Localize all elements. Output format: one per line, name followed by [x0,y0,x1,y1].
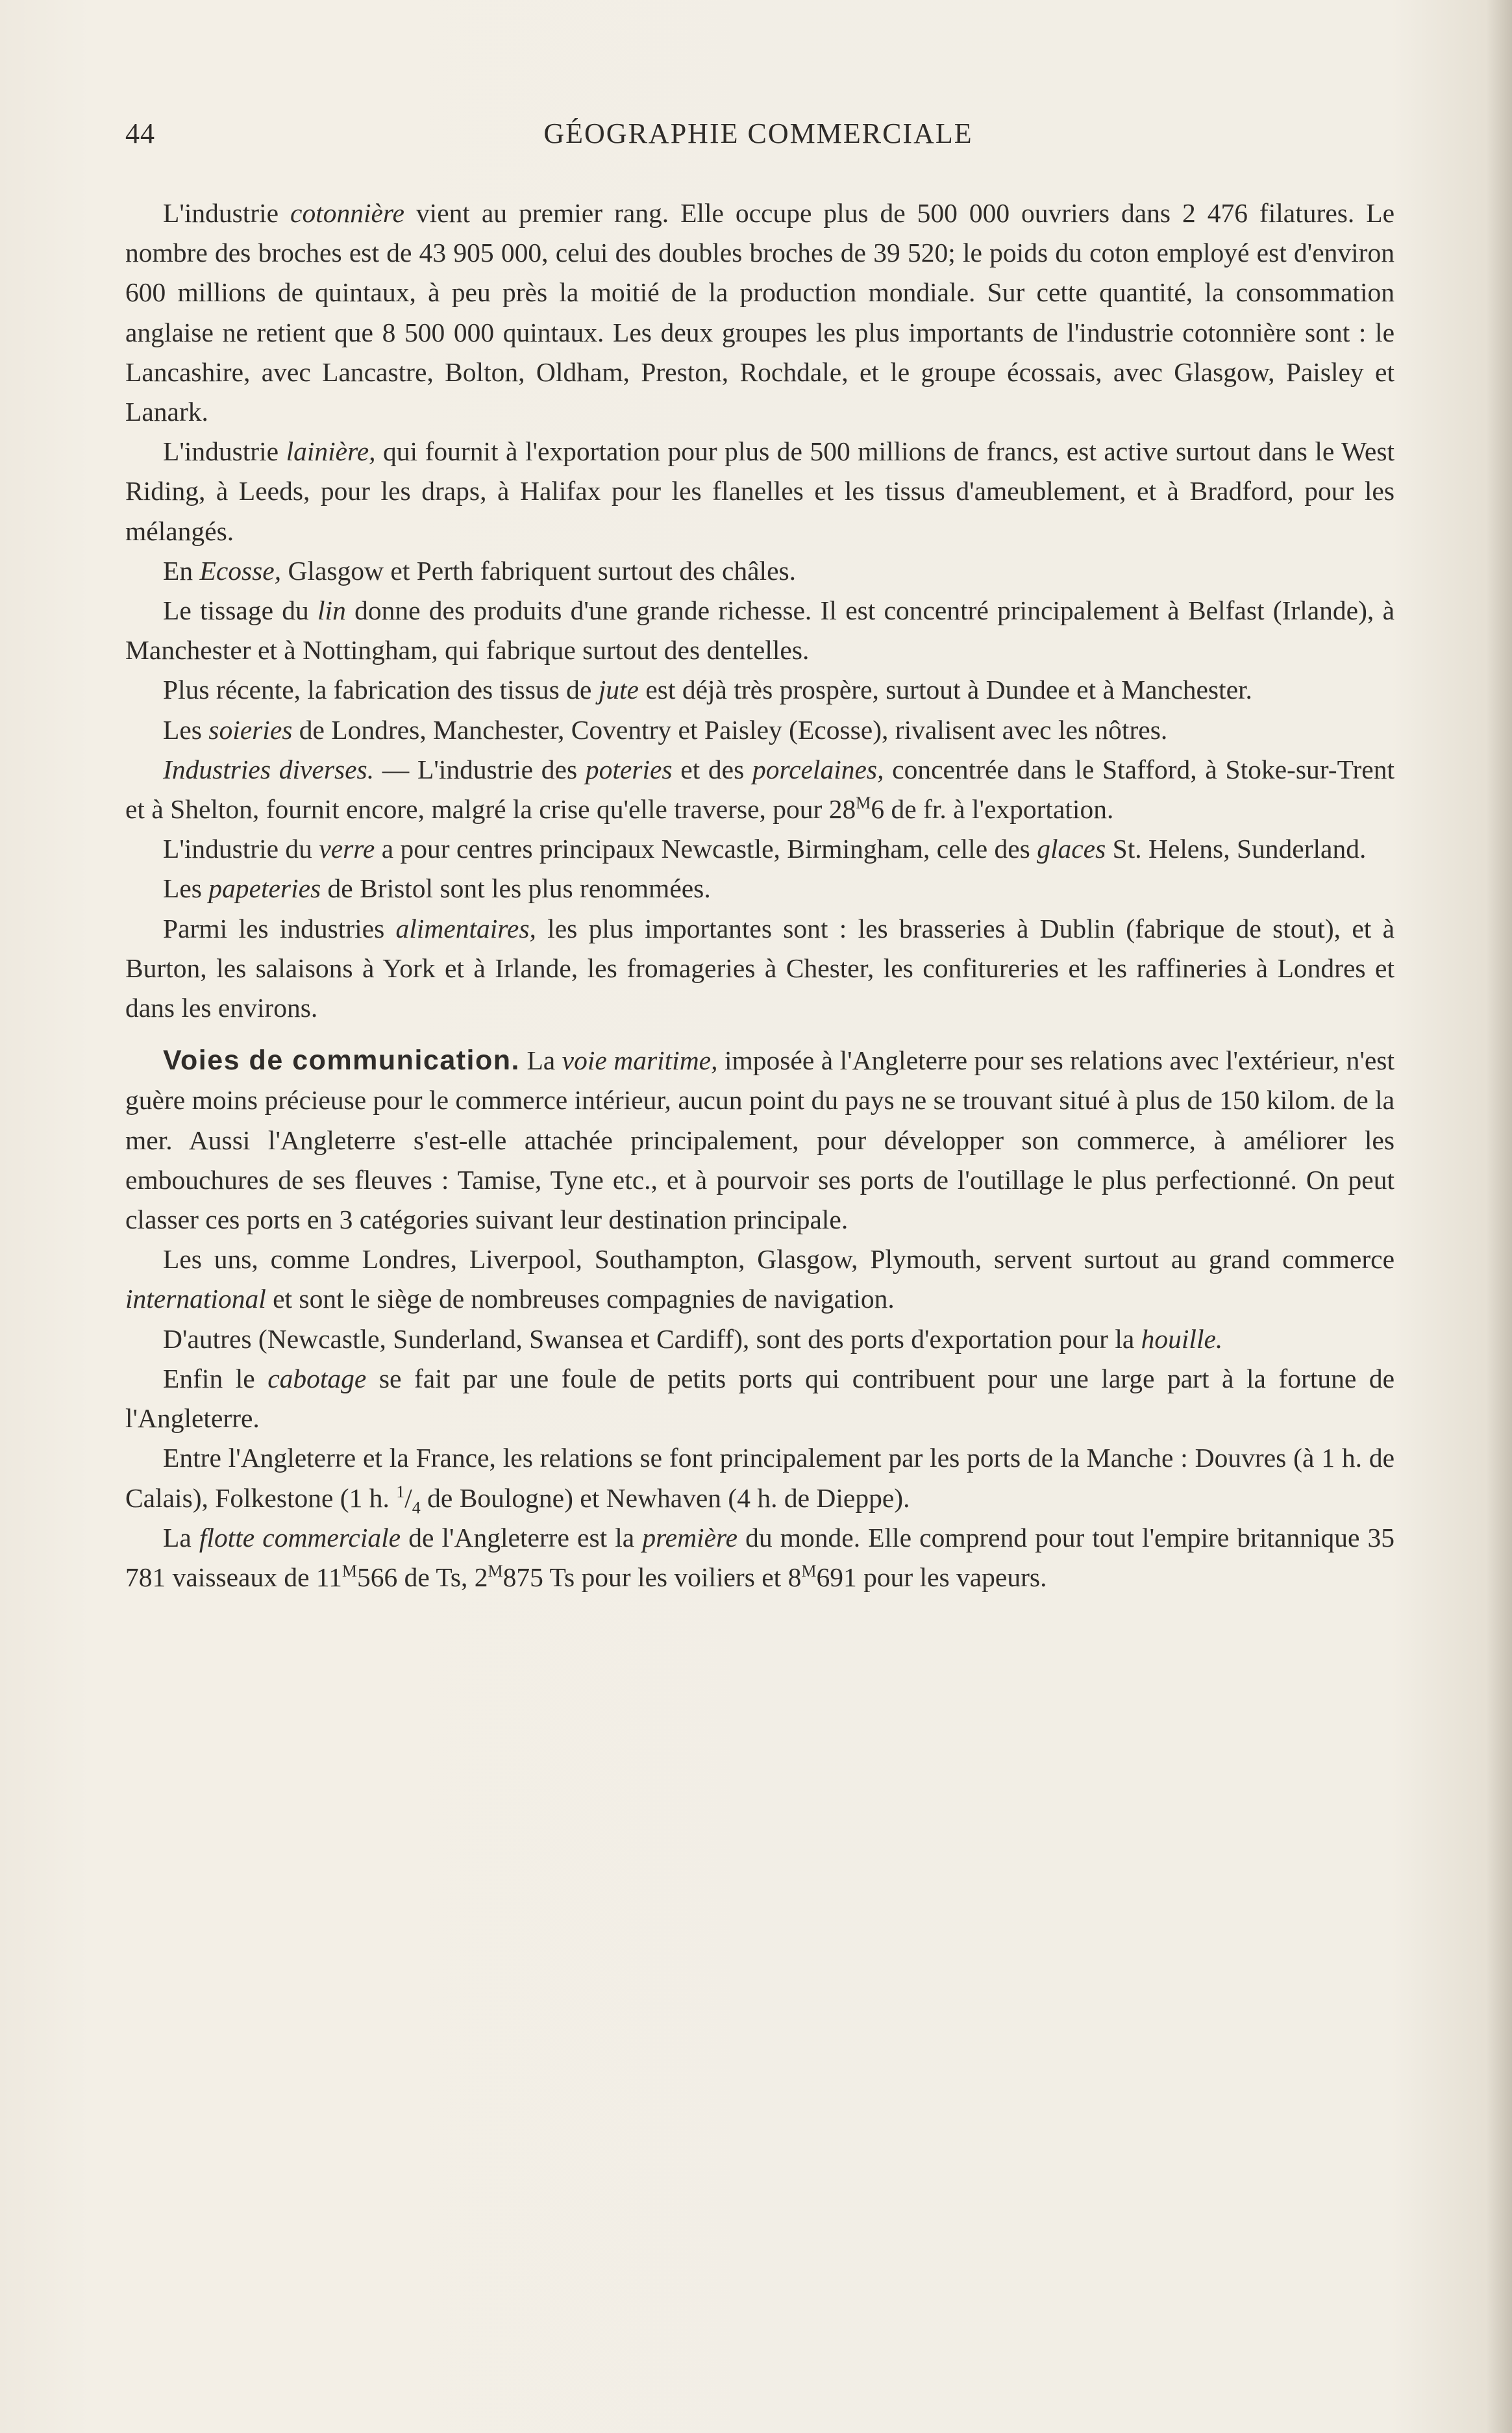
paragraph-paper: Les papeteries de Bristol sont les plus renommées. [163,873,711,904]
paragraph-communication: Voies de communication. La voie maritime, imposée à l'Angleterre pour ses relations avec l'extérieur, n'est guère moins précieuse pour le commerce intérieur, aucun point du pays ne se trouvant situé à plus de 150 kilom. de la mer. Aussi l'Angleterre s'est-elle attachée principalement, pour développer son commerce, à améliorer les embouchures de ses fleuves : Tamise, Tyne etc., et à pourvoir ses ports de l'outillage le plus perfectionné. On peut classer ces ports en 3 catégories suivant leur destination principale. [125,1045,1394,1235]
paragraph-international-ports: Les uns, comme Londres, Liverpool, Southampton, Glasgow, Plymouth, servent surtout au grand commerce international et sont le siège de nombreuses compagnies de navigation. [125,1244,1394,1314]
paragraph-coal-ports: D'autres (Newcastle, Sunderland, Swansea et Cardiff), sont des ports d'exportation pour la houille. [163,1323,1223,1354]
paragraph-cabotage: Enfin le cabotage se fait par une foule de petits ports qui contribuent pour une large part à la fortune de l'Angleterre. [125,1363,1394,1434]
running-title: GÉOGRAPHIE COMMERCIALE [543,118,973,149]
paragraph-fleet: La flotte commerciale de l'Angleterre est la première du monde. Elle comprend pour tout l'empire britannique 35 781 vaisseaux de $11^M566$ de Ts, $2^M875$ Ts pour les voiliers et $8^M691$ pour les vapeurs. [125,1522,1394,1592]
page-gutter-shadow [1486,0,1512,2433]
paragraph-linen: Le tissage du lin donne des produits d'une grande richesse. Il est concentré principalement à Belfast (Irlande), à Manchester et à Nottingham, qui fabrique surtout des dentelles. [125,595,1394,666]
paragraph-jute: Plus récente, la fabrication des tissus de jute est déjà très prospère, surtout à Dundee et à Manchester. [163,675,1252,705]
section-heading: Voies de communication. [163,1045,520,1077]
paragraph-silk: Les soieries de Londres, Manchester, Coventry et Paisley (Ecosse), rivalisent avec les nôtres. [163,714,1168,745]
paragraph-wool: L'industrie lainière, qui fournit à l'exportation pour plus de 500 millions de francs, est active surtout dans le West Riding, à Leeds, pour les draps, à Halifax pour les flanelles et les tissus d'ameublement, et à Bradford, pour les mélangés. [125,436,1394,546]
paragraph-scotland: En Ecosse, Glasgow et Perth fabriquent surtout des châles. [163,555,797,586]
paragraph-glass: L'industrie du verre a pour centres principaux Newcastle, Birmingham, celle des glaces St. Helens, Sunderland. [163,834,1367,864]
page-body [125,193,1394,1597]
paragraph-food: Parmi les industries alimentaires, les plus importantes sont : les brasseries à Dublin (fabrique de stout), et à Burton, les salaisons à York et à Irlande, les fromageries à Chester, les confitureries et les raffineries à Londres et dans les environs. [125,913,1394,1023]
page-header [125,117,1391,156]
paragraph-various-industries: Industries diverses. — L'industrie des poteries et des porcelaines, concentrée dans le Stafford, à Stoke-sur-Trent et à Shelton, fournit encore, malgré la crise qu'elle traverse, pour $28^M6$ de fr. à l'exportation. [125,754,1394,825]
paragraph-cotton: L'industrie cotonnière vient au premier rang. Elle occupe plus de 500 000 ouvriers dans 2 476 filatures. Le nombre des broches est de 43 905 000, celui des doubles broches de 39 520; le poids du coton employé est d'environ 600 millions de quintaux, à peu près la moitié de la production mondiale. Sur cette quantité, la consommation anglaise ne retient que 8 500 000 quintaux. Les deux groupes les plus importants de l'industrie cotonnière sont : le Lancashire, avec Lancastre, Bolton, Oldham, Preston, Rochdale, et le groupe écossais, avec Glasgow, Paisley et Lanark. [125,198,1395,427]
page-number: 44 [125,118,155,149]
paragraph-channel-ports: Entre l'Angleterre et la France, les relations se font principalement par les ports de la Manche : Douvres (à 1 h. de Calais), Folkestone (1 h. $^1/_4$ de Boulogne) et Newhaven (4 h. de Dieppe). [125,1443,1394,1517]
